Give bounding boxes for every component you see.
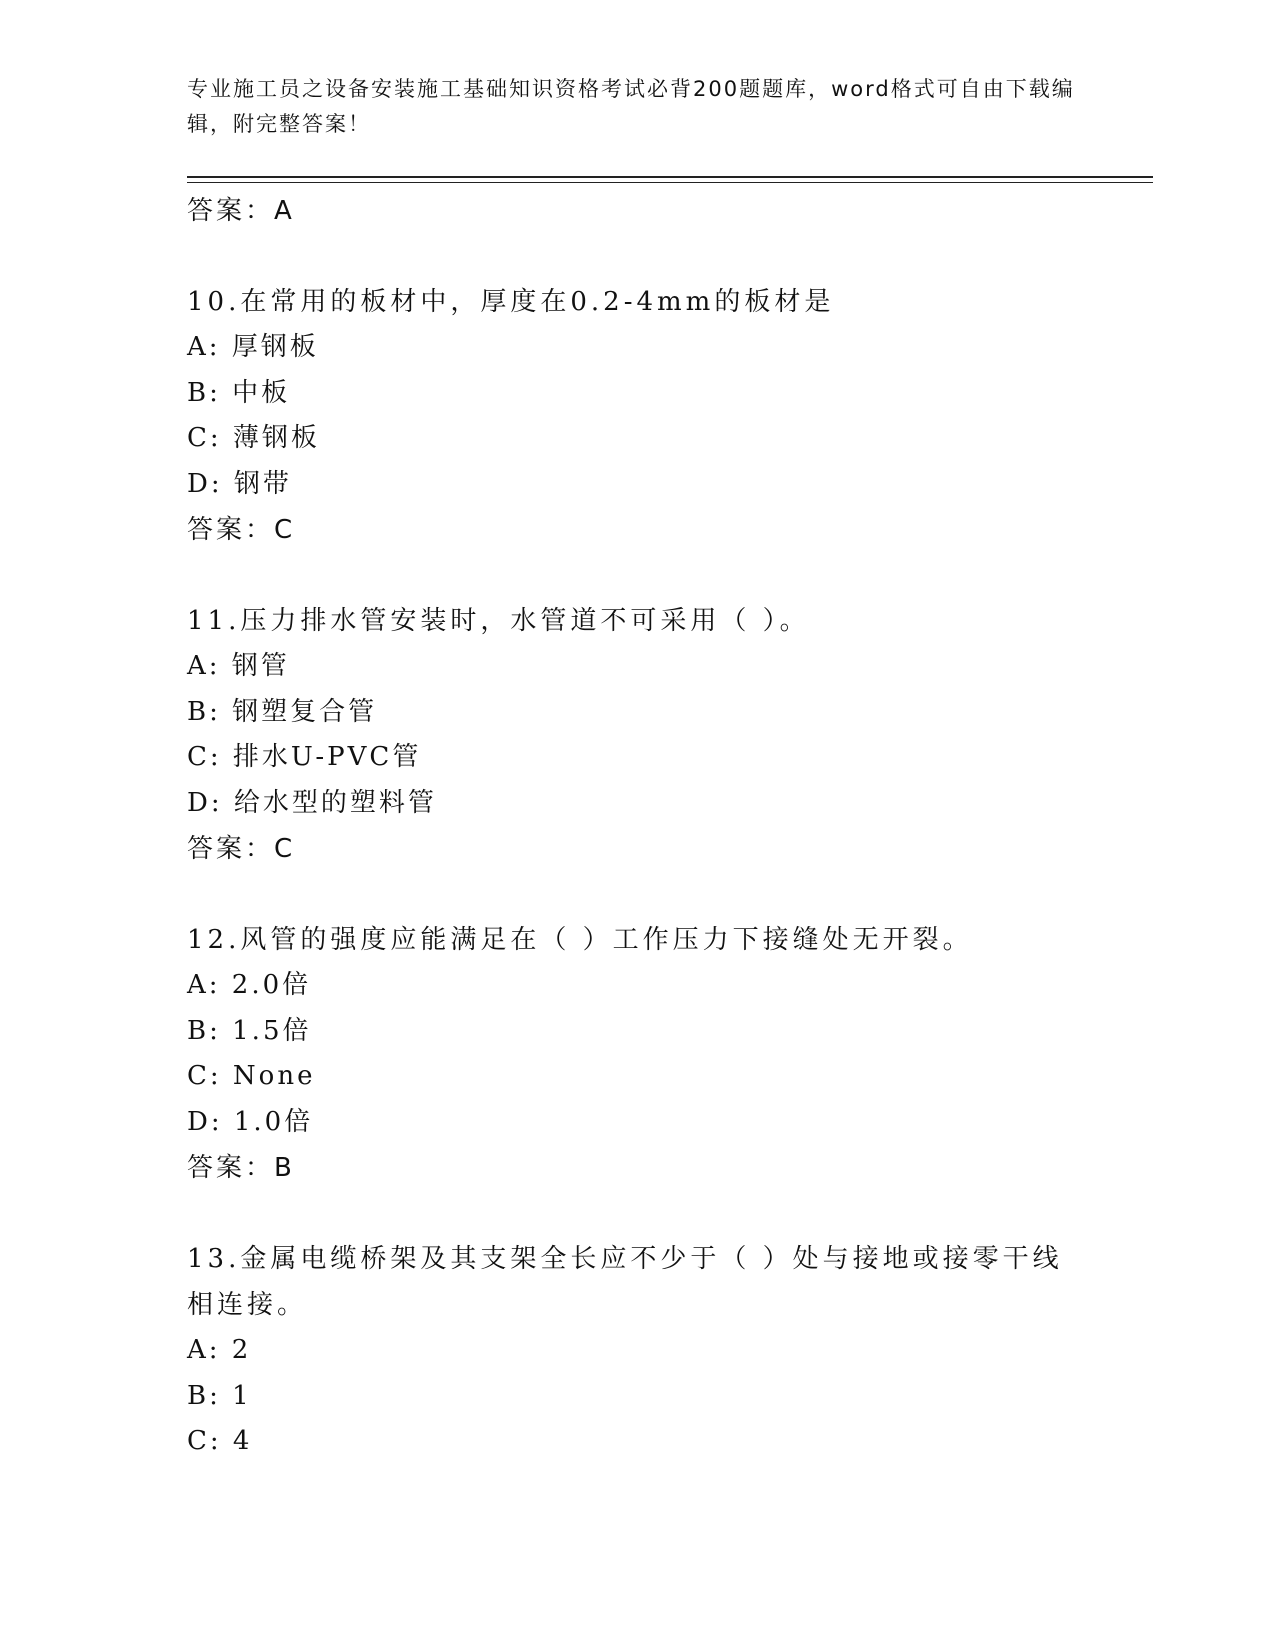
option-d: D: 给水型的塑料管 [187,787,437,818]
option-a: A: 钢管 [187,651,290,681]
option-c: C: 排水U-PVC管 [187,742,422,772]
option-b: B: 1.5倍 [187,1015,312,1046]
option-c: C: None [187,1061,316,1091]
answer-line: 答案：C [187,515,296,545]
answer-line: 答案：A [187,196,295,226]
question-text: 10.在常用的板材中，厚度在0.2-4mm的板材是 [187,287,835,317]
option-d: D: 1.0倍 [187,1106,314,1137]
option-c: C: 4 [187,1426,253,1456]
option-b: B: 钢塑复合管 [187,696,378,727]
question-13 [187,1236,1087,1465]
option-c: C: 薄钢板 [187,423,320,453]
header-divider-thin [187,182,1153,183]
option-d: D: 钢带 [187,468,292,499]
question-12 [187,917,1087,1191]
question-10 [187,279,1087,553]
question-list [187,188,1087,1465]
option-a: A: 2.0倍 [187,970,312,1000]
option-a: A: 厚钢板 [187,332,319,362]
question-text: 13.金属电缆桥架及其支架全长应不少于（ ）处与接地或接零干线相连接。 [187,1244,1063,1320]
question-text: 11.压力排水管安装时，水管道不可采用（ ）。 [187,606,810,636]
option-b: B: 1 [187,1380,252,1411]
question-text: 12.风管的强度应能满足在（ ）工作压力下接缝处无开裂。 [187,925,973,955]
question-11 [187,598,1087,872]
header-divider [187,176,1153,178]
answer-line: 答案：C [187,834,296,864]
option-a: A: 2 [187,1335,252,1365]
answer-line: 答案：B [187,1153,295,1183]
option-b: B: 中板 [187,377,291,408]
document-header: 专业施工员之设备安装施工基础知识资格考试必背200题题库，word格式可自由下载编辑，附完整答案！ [187,77,1075,136]
